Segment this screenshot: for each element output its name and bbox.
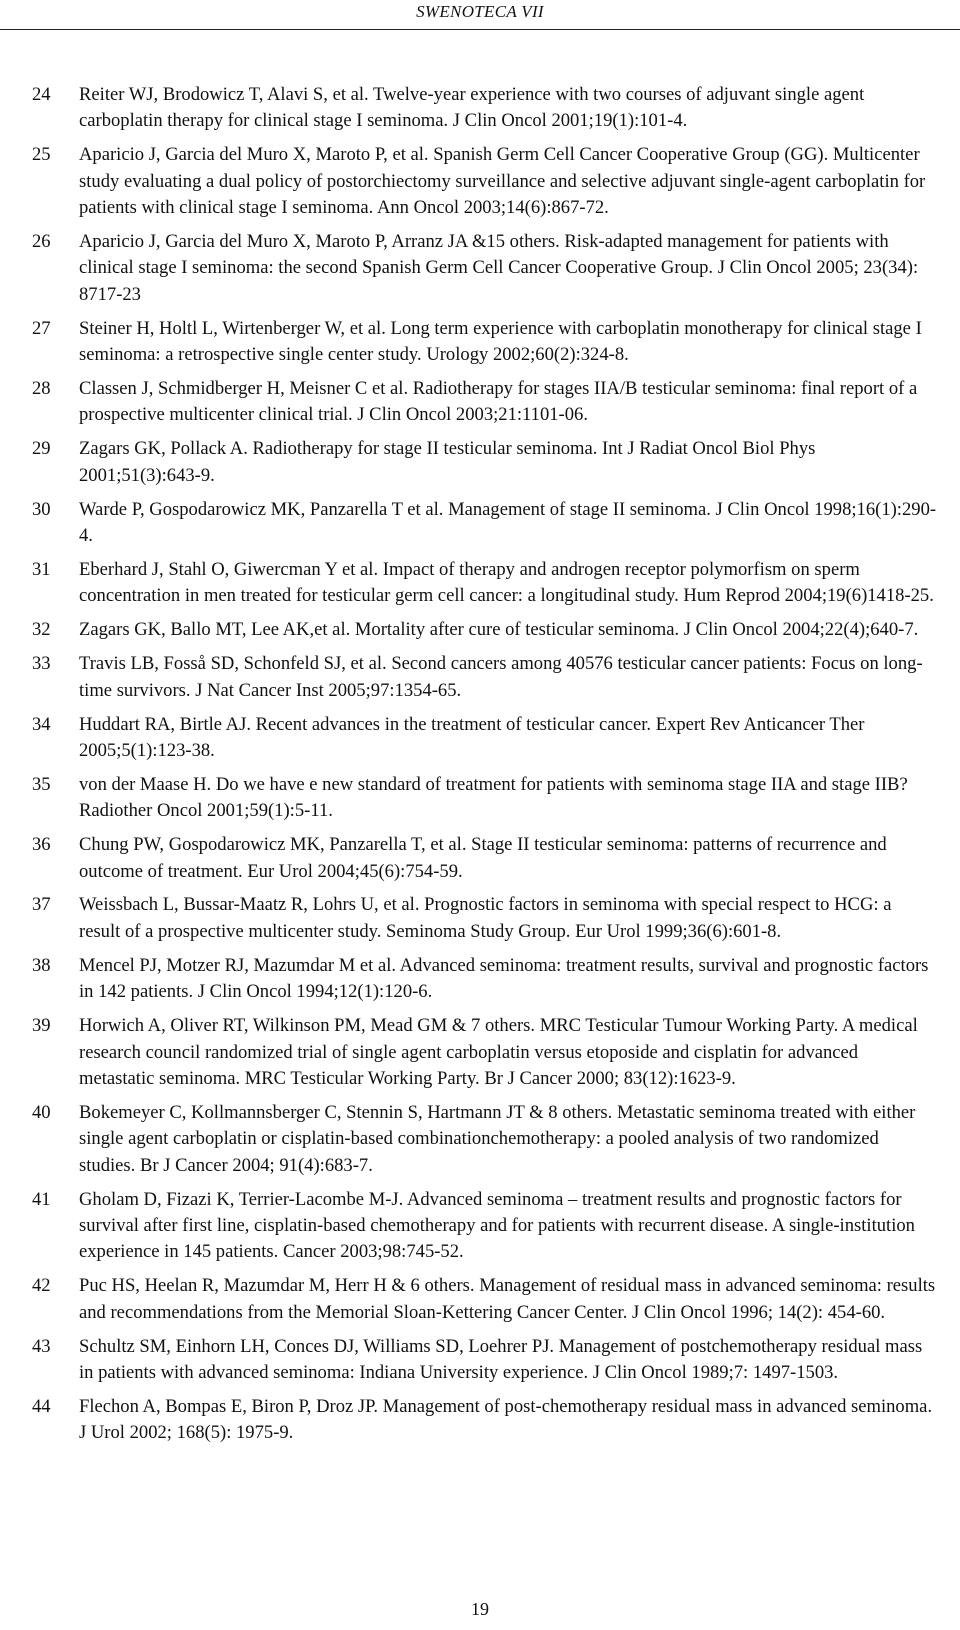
- reference-text: Chung PW, Gospodarowicz MK, Panzarella T, et al. Stage II testicular seminoma: patterns of recurrence and outcome of treatment. Eur Urol 2004;45(6):754-59.: [79, 834, 887, 882]
- reference-item: [32, 316, 937, 369]
- reference-text: Horwich A, Oliver RT, Wilkinson PM, Mead GM & 7 others. MRC Testicular Tumour Working Party. A medical research council randomized trial of single agent carboplatin versus etoposide and cisplatin for advanced metastatic seminoma. MRC Testicular Working Party. Br J Cancer 2000; 83(12):1623-9.: [79, 1015, 918, 1089]
- reference-number: 26: [32, 231, 51, 253]
- reference-number: 29: [32, 438, 51, 460]
- reference-number: 27: [32, 317, 51, 339]
- reference-number: 42: [32, 1275, 51, 1297]
- reference-text: Flechon A, Bompas E, Biron P, Droz JP. Management of post-chemotherapy residual mass in advanced seminoma. J Urol 2002; 168(5): 1975-9.: [79, 1395, 933, 1444]
- reference-number: 37: [32, 894, 51, 916]
- running-header: SWENOTECA VII: [416, 2, 544, 21]
- reference-text: Gholam D, Fizazi K, Terrier-Lacombe M-J. Advanced seminoma – treatment results and prognostic factors for survival after first line, cisplatin-based chemotherapy and for patients with recurrent disease. A single-institution experience in 145 patients. Cancer 2003;98:745-52.: [79, 1188, 915, 1263]
- reference-item: [32, 772, 937, 825]
- reference-item: [32, 229, 937, 308]
- reference-item: [32, 497, 937, 550]
- reference-number: 40: [32, 1101, 51, 1123]
- reference-text: Travis LB, Fosså SD, Schonfeld SJ, et al. Second cancers among 40576 testicular cancer patients: Focus on long-time survivors. J Nat Cancer Inst 2005;97:1354-65.: [79, 653, 923, 701]
- reference-text: Reiter WJ, Brodowicz T, Alavi S, et al. Twelve-year experience with two courses of adjuvant single agent carboplatin therapy for clinical stage I seminoma. J Clin Oncol 2001;19(1):101-4.: [79, 84, 865, 132]
- reference-number: 36: [32, 834, 51, 856]
- reference-text: Steiner H, Holtl L, Wirtenberger W, et al. Long term experience with carboplatin monotherapy for clinical stage I seminoma: a retrospective single center study. Urology 2002;60(2):324-8.: [79, 317, 922, 366]
- reference-item: [32, 617, 937, 643]
- reference-number: 43: [32, 1335, 51, 1357]
- reference-list: [32, 82, 937, 1454]
- reference-text: Zagars GK, Pollack A. Radiotherapy for stage II testicular seminoma. Int J Radiat Oncol Biol Phys 2001;51(3):643-9.: [79, 438, 816, 486]
- reference-item: [32, 142, 937, 221]
- reference-item: [32, 1013, 937, 1092]
- reference-item: [32, 712, 937, 765]
- reference-text: Classen J, Schmidberger H, Meisner C et al. Radiotherapy for stages IIA/B testicular seminoma: final report of a prospective multicenter clinical trial. J Clin Oncol 2003;21:1101-06.: [79, 378, 918, 426]
- reference-item: [32, 953, 937, 1006]
- reference-number: 41: [32, 1188, 51, 1210]
- reference-text: Schultz SM, Einhorn LH, Conces DJ, Williams SD, Loehrer PJ. Management of postchemotherapy residual mass in patients with advanced seminoma: Indiana University experience. J Clin Oncol 1989;7: 1497-1503.: [79, 1335, 923, 1383]
- reference-number: 32: [32, 619, 51, 641]
- reference-item: [32, 1394, 937, 1447]
- header-divider: [0, 29, 960, 30]
- reference-number: 39: [32, 1015, 51, 1037]
- reference-item: [32, 436, 937, 489]
- reference-number: 25: [32, 144, 51, 166]
- reference-text: Warde P, Gospodarowicz MK, Panzarella T et al. Management of stage II seminoma. J Clin Oncol 1998;16(1):290-4.: [79, 498, 937, 547]
- reference-text: Aparicio J, Garcia del Muro X, Maroto P, et al. Spanish Germ Cell Cancer Cooperative Group (GG). Multicenter study evaluating a dual policy of postorchiectomy surveillance and selective adjuvant single-agent carboplatin for patients with clinical stage I seminoma. Ann Oncol 2003;14(6):867-72.: [79, 144, 926, 219]
- page-number: 19: [471, 1599, 489, 1619]
- reference-text: Aparicio J, Garcia del Muro X, Maroto P, Arranz JA &15 others. Risk-adapted management for patients with clinical stage I seminoma: the second Spanish Germ Cell Cancer Cooperative Group. J Clin Oncol 2005; 23(34): 8717-23: [79, 231, 919, 305]
- reference-number: 35: [32, 773, 51, 795]
- reference-number: 33: [32, 653, 51, 675]
- reference-text: Huddart RA, Birtle AJ. Recent advances in the treatment of testicular cancer. Expert Rev Anticancer Ther 2005;5(1):123-38.: [79, 713, 865, 761]
- reference-text: Mencel PJ, Motzer RJ, Mazumdar M et al. Advanced seminoma: treatment results, survival and prognostic factors in 142 patients. J Clin Oncol 1994;12(1):120-6.: [79, 954, 929, 1003]
- reference-text: Eberhard J, Stahl O, Giwercman Y et al. Impact of therapy and androgen receptor polymorfism on sperm concentration in men treated for testicular germ cell cancer: a longitudinal study. Hum Reprod 2004;19(6)1418-25.: [79, 559, 934, 607]
- reference-number: 31: [32, 559, 51, 580]
- reference-item: [32, 1273, 937, 1326]
- reference-text: Zagars GK, Ballo MT, Lee AK,et al. Mortality after cure of testicular seminoma. J Clin Oncol 2004;22(4);640-7.: [79, 619, 919, 641]
- reference-item: [32, 82, 937, 135]
- reference-item: [32, 1187, 937, 1266]
- reference-number: 34: [32, 713, 51, 735]
- reference-item: [32, 376, 937, 429]
- reference-item: [32, 1334, 937, 1387]
- reference-number: 38: [32, 954, 51, 976]
- reference-text: Bokemeyer C, Kollmannsberger C, Stennin S, Hartmann JT & 8 others. Metastatic seminoma treated with either single agent carboplatin or cisplatin-based combinationchemotherapy: a pooled analysis of two randomized studies. Br J Cancer 2004; 91(4):683-7.: [79, 1101, 916, 1176]
- reference-item: [32, 1100, 937, 1179]
- reference-number: 44: [32, 1395, 51, 1417]
- reference-number: 30: [32, 498, 51, 520]
- reference-text: Weissbach L, Bussar-Maatz R, Lohrs U, et al. Prognostic factors in seminoma with special respect to HCG: a result of a prospective multicenter study. Seminoma Study Group. Eur Urol 1999;36(6):601-8.: [79, 894, 892, 942]
- reference-item: [32, 832, 937, 885]
- reference-item: [32, 892, 937, 945]
- reference-text: Puc HS, Heelan R, Mazumdar M, Herr H & 6 others. Management of residual mass in advanced seminoma: results and recommendations from the Memorial Sloan-Kettering Cancer Center. J Clin Oncol 1996; 14(2): 454-60.: [79, 1275, 936, 1323]
- reference-text: von der Maase H. Do we have e new standard of treatment for patients with seminoma stage IIA and stage IIB? Radiother Oncol 2001;59(1):5-11.: [79, 773, 908, 822]
- reference-item: [32, 651, 937, 704]
- reference-number: 24: [32, 84, 51, 105]
- reference-item: [32, 557, 937, 610]
- reference-number: 28: [32, 378, 51, 400]
